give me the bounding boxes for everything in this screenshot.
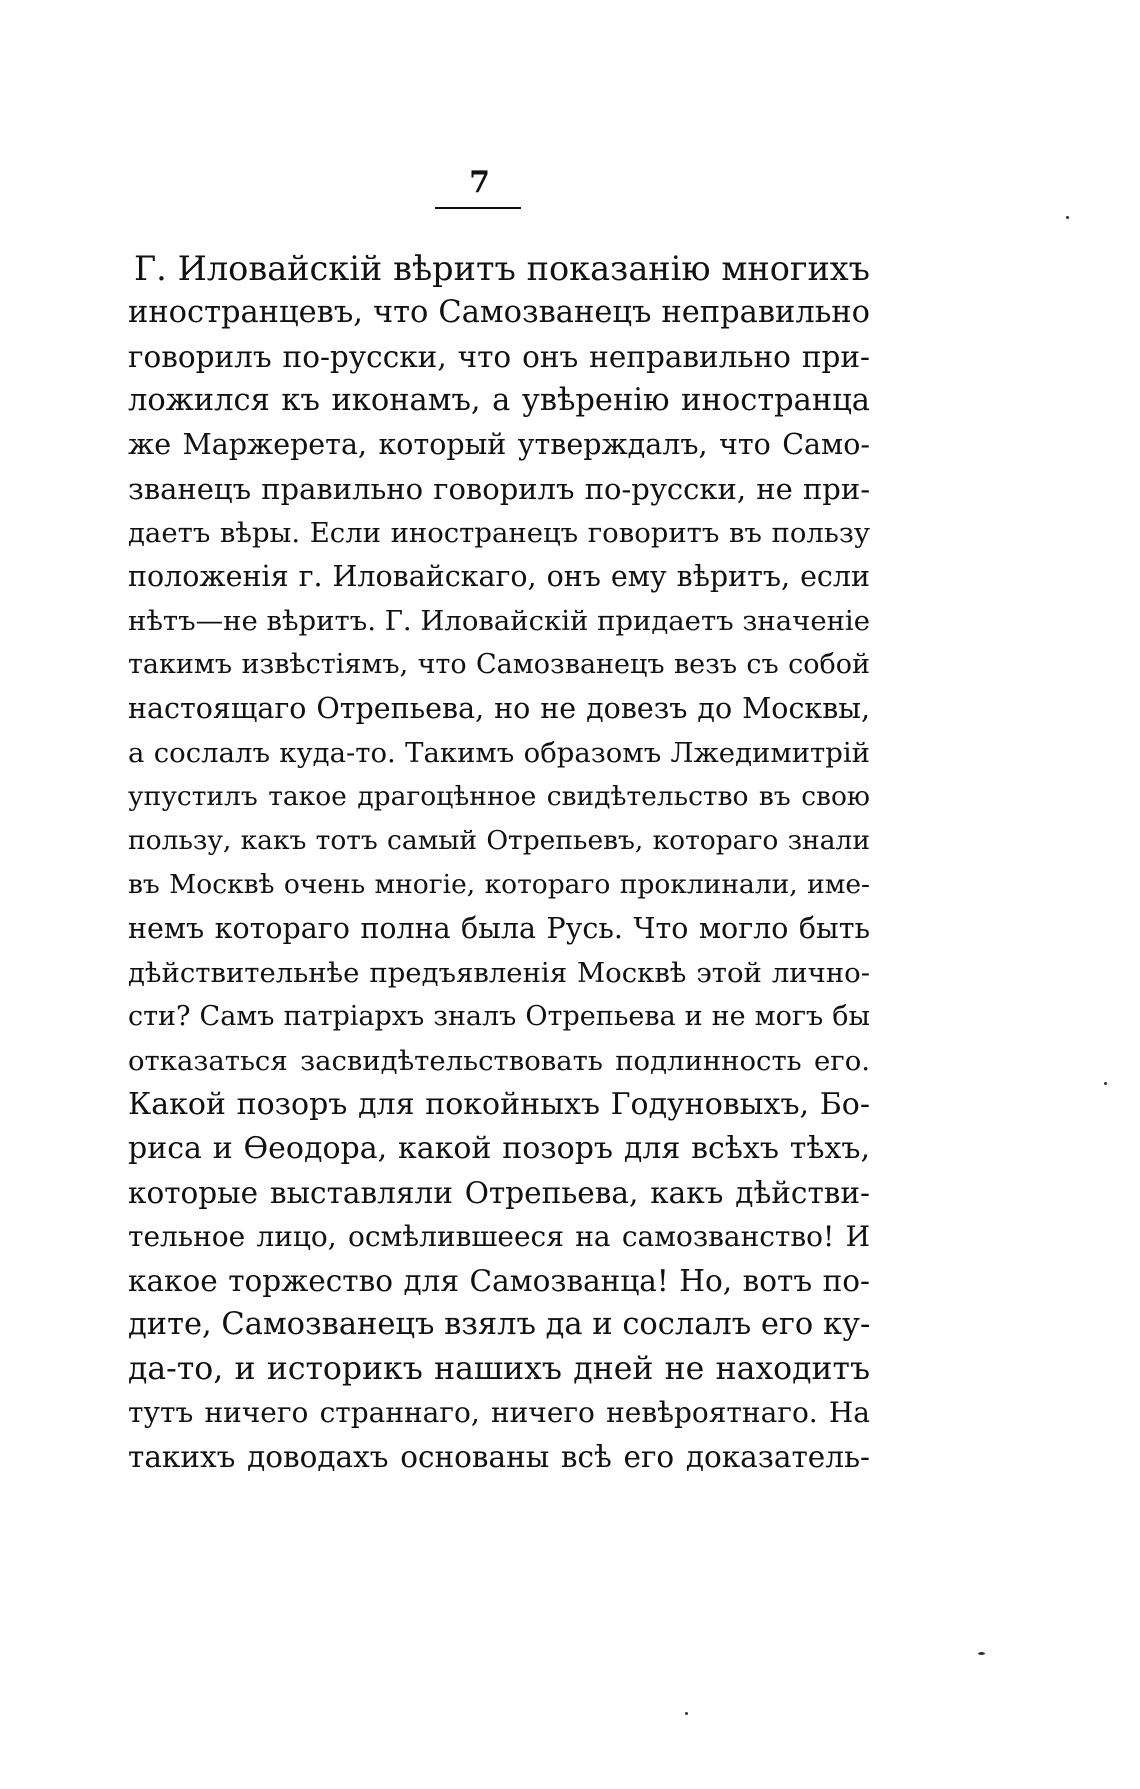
text-line: тутъ ничего страннаго, ничего невѣроятнаго. На <box>128 1396 870 1429</box>
text-line: настоящаго Отрепьева, но не довезъ до Москвы, <box>128 692 870 725</box>
text-line: которые выставляли Отрепьева, какъ дѣйстви- <box>128 1176 870 1210</box>
page-number: 7 <box>469 165 491 200</box>
page-number-rule <box>435 207 521 209</box>
text-line: отказаться засвидѣтельствовать подлинность его. <box>128 1045 870 1077</box>
text-line: такихъ доводахъ основаны всѣ его доказатель- <box>128 1440 870 1474</box>
text-line: званецъ правильно говорилъ по-русски, не при- <box>128 472 870 506</box>
scan-speck <box>1104 1082 1107 1085</box>
text-line: дѣйствительнѣе предъявленія Москвѣ этой лично- <box>128 957 870 989</box>
text-line: иностранцевъ, что Самозванецъ неправильно <box>128 295 870 330</box>
text-line: нѣтъ—не вѣритъ. Г. Иловайскій придаетъ значеніе <box>128 605 870 637</box>
text-line: ложился къ иконамъ, а увѣренію иностранца <box>128 383 870 418</box>
text-line: такимъ извѣстіямъ, что Самозванецъ везъ съ собой <box>128 649 870 680</box>
text-line: немъ котораго полна была Русь. Что могло быть <box>128 912 870 945</box>
text-line: какое торжество для Самозванца! Но, вотъ по- <box>128 1264 870 1298</box>
text-line: же Маржерета, который утверждалъ, что Само- <box>128 428 870 461</box>
scan-speck <box>685 1712 688 1715</box>
text-line: Какой позоръ для покойныхъ Годуновыхъ, Бо- <box>128 1087 870 1122</box>
text-line: риса и Ѳеодора, какой позоръ для всѣхъ тѣхъ, <box>128 1131 870 1166</box>
text-line: положенія г. Иловайскаго, онъ ему вѣритъ, если <box>128 560 870 593</box>
scan-speck <box>978 1652 985 1655</box>
text-line: тельное лицо, осмѣлившееся на самозванство! И <box>128 1220 870 1253</box>
text-line: говорилъ по-русски, что онъ неправильно при- <box>128 340 870 374</box>
text-line: въ Москвѣ очень многіе, котораго проклинали, име- <box>128 869 870 900</box>
text-line: упустилъ такое драгоцѣнное свидѣтельство въ свою <box>128 781 870 812</box>
text-line: сти? Самъ патріархъ зналъ Отрепьева и не могъ бы <box>128 1001 870 1032</box>
text-line: да-то, и историкъ нашихъ дней не находитъ <box>128 1351 870 1387</box>
text-line: даетъ вѣры. Если иностранецъ говоритъ въ пользу <box>128 517 870 549</box>
text-line: Г. Иловайскій вѣритъ показанію многихъ <box>134 249 870 288</box>
scan-speck <box>1066 216 1069 219</box>
text-line: пользу, какъ тотъ самый Отрепьевъ, котораго знали <box>128 825 870 856</box>
text-line: а сослалъ куда-то. Такимъ образомъ Лжедимитрій <box>128 737 870 769</box>
text-line: дите, Самозванецъ взялъ да и сослалъ его ку- <box>128 1307 871 1342</box>
